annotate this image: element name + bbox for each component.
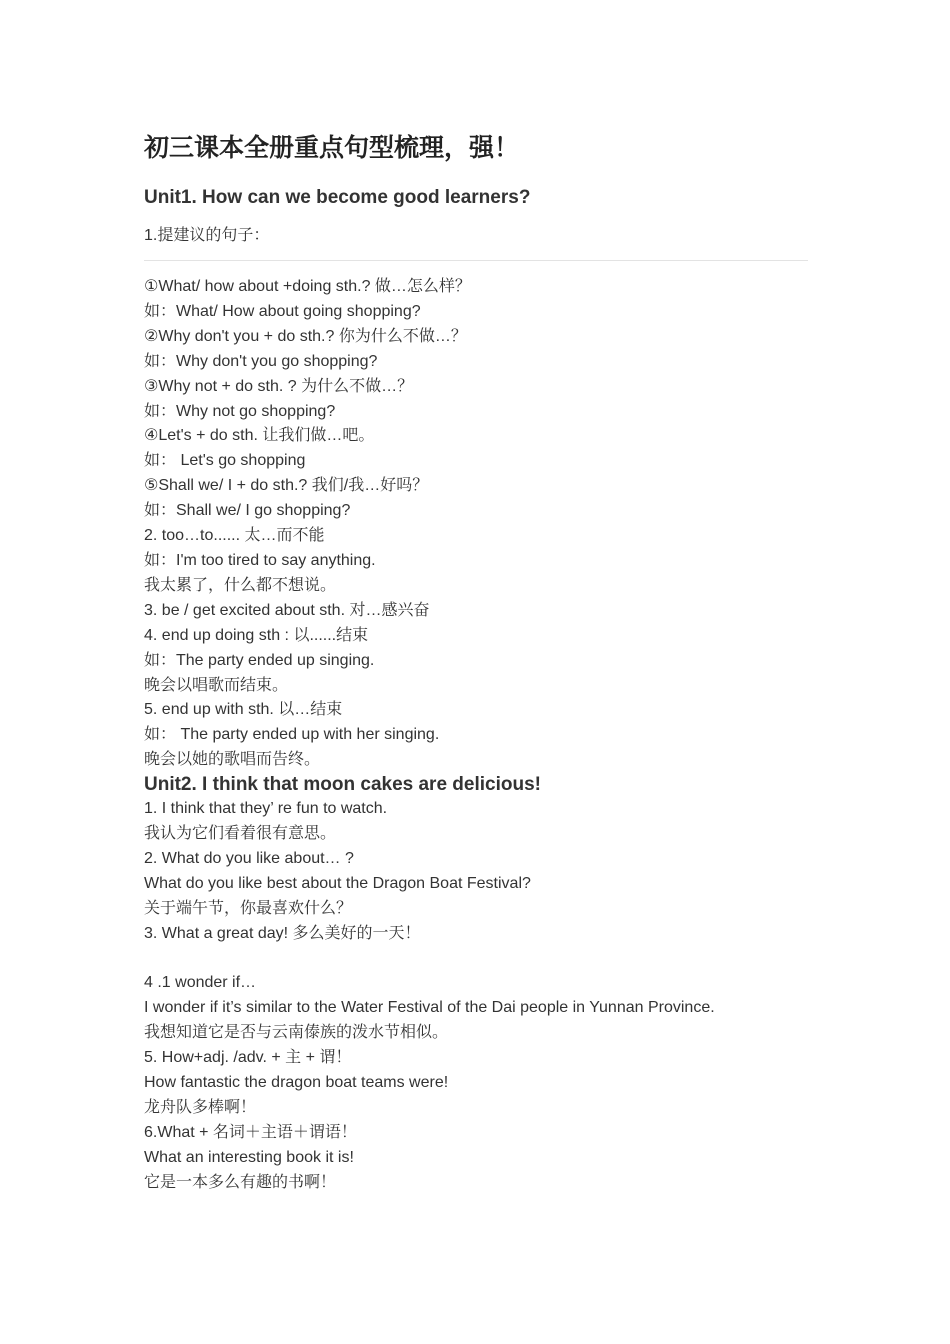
blank-line <box>144 947 808 972</box>
text-line: 如： The party ended up with her singing. <box>144 726 440 744</box>
text-line: 3. What a great day! 多么美好的一天！ <box>144 924 421 942</box>
text-line: 如：I'm too tired to say anything. <box>144 551 376 569</box>
text-line: 1. I think that they’ re fun to watch. <box>144 800 388 818</box>
text-line: 2. too…to...... 太…而不能 <box>144 527 325 545</box>
text-line: How fantastic the dragon boat teams were! <box>144 1074 449 1092</box>
document-page <box>144 130 808 1196</box>
document-title: 初三课本全册重点句型梳理，强！ <box>144 133 520 162</box>
text-line: 龙舟队多棒啊！ <box>144 1098 257 1116</box>
unit1-lines <box>144 275 808 773</box>
text-line: What an interesting book it is! <box>144 1148 354 1166</box>
text-line: 关于端午节，你最喜欢什么？ <box>144 899 353 917</box>
text-line: 如：Shall we/ I go shopping? <box>144 502 351 520</box>
text-line: 如： Let's go shopping <box>144 452 306 470</box>
text-line: 如：The party ended up singing. <box>144 651 375 669</box>
text-line: What do you like best about the Dragon Boat Festival? <box>144 874 531 892</box>
text-line: 我太累了，什么都不想说。 <box>144 576 337 594</box>
text-line: 我想知道它是否与云南傣族的泼水节相似。 <box>144 1024 449 1042</box>
text-line: 5. end up with sth. 以…结束 <box>144 701 343 719</box>
unit2-heading: Unit2. I think that moon cakes are delicious! <box>144 774 541 796</box>
text-line: 如：Why not go shopping? <box>144 402 336 420</box>
text-line: 4 .1 wonder if… <box>144 974 257 992</box>
section-label: 1.提建议的句子： <box>144 227 270 244</box>
text-line: 如：What/ How about going shopping? <box>144 302 421 320</box>
text-line: 我认为它们看着很有意思。 <box>144 825 337 843</box>
text-line: 4. end up doing sth : 以......结束 <box>144 626 369 644</box>
text-line: 如：Why don't you go shopping? <box>144 352 378 370</box>
text-line: ③Why not + do sth. ? 为什么不做…？ <box>144 377 414 395</box>
text-line: 它是一本多么有趣的书啊！ <box>144 1173 337 1191</box>
text-line: 6.What + 名词＋主语＋谓语！ <box>144 1123 357 1141</box>
text-line: 晚会以她的歌唱而告终。 <box>144 751 321 769</box>
divider <box>144 260 808 261</box>
text-line: ⑤Shall we/ I + do sth.? 我们/我…好吗？ <box>144 477 429 495</box>
unit1-heading: Unit1. How can we become good learners? <box>144 187 531 208</box>
text-line: ②Why don't you + do sth.? 你为什么不做…？ <box>144 327 467 345</box>
text-line: 3. be / get excited about sth. 对…感兴奋 <box>144 601 430 619</box>
text-line: ④Let's + do sth. 让我们做…吧。 <box>144 427 375 445</box>
text-line: 2. What do you like about… ? <box>144 849 354 867</box>
unit2-lines <box>144 797 808 1195</box>
text-line: 5. How+adj. /adv. + 主 + 谓！ <box>144 1049 352 1067</box>
text-line: I wonder if it’s similar to the Water Festival of the Dai people in Yunnan Province. <box>144 999 715 1017</box>
text-line: 晚会以唱歌而结束。 <box>144 676 289 694</box>
text-line: ①What/ how about +doing sth.? 做…怎么样？ <box>144 278 471 295</box>
